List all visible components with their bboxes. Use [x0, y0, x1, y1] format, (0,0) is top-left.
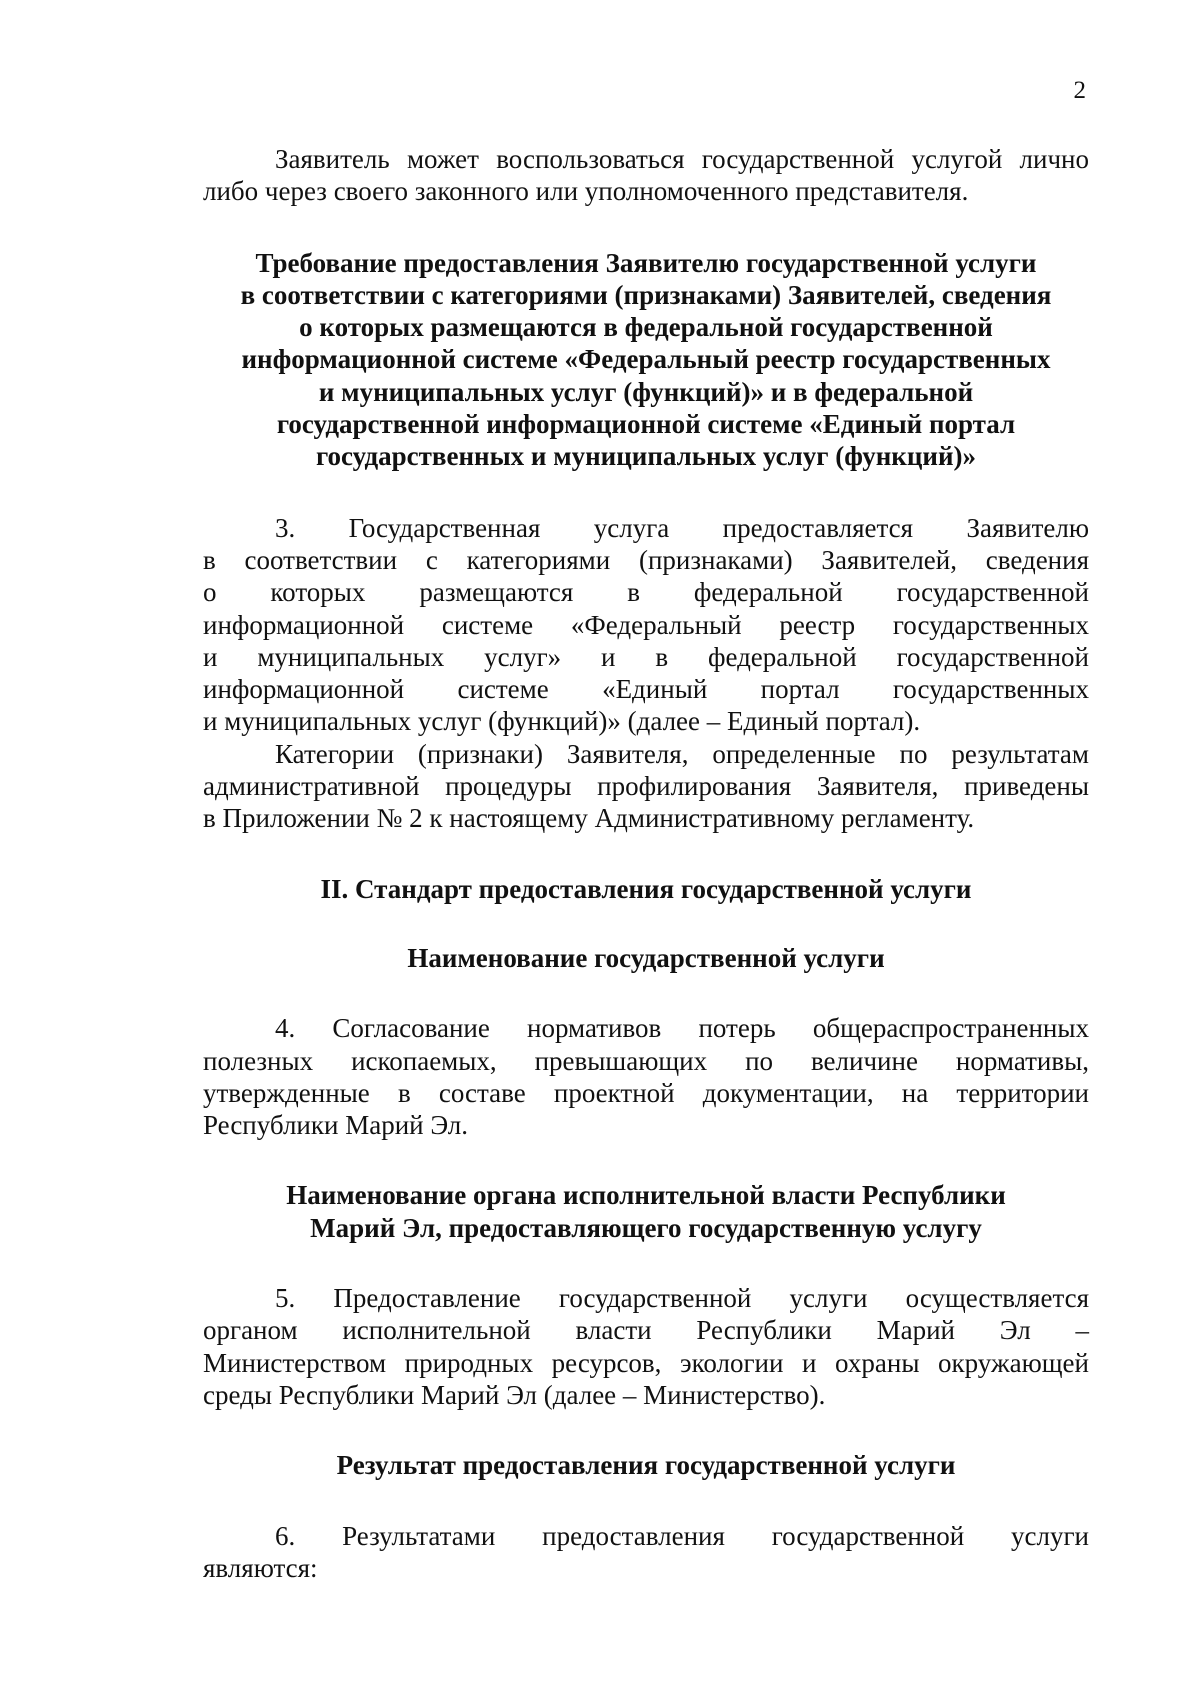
heading-line: о которых размещаются в федеральной государственной	[299, 312, 993, 343]
heading-authority	[203, 1179, 1089, 1244]
paragraph-line: являются:	[203, 1552, 318, 1583]
paragraph-line: Заявитель может воспользоваться государственной услугой лично	[275, 144, 1089, 174]
paragraph-line: информационной системе «Единый портал государственных	[203, 674, 1089, 705]
paragraph-6	[203, 1520, 1089, 1585]
paragraph-5	[203, 1282, 1089, 1411]
heading-result	[203, 1449, 1089, 1481]
page-number: 2	[1073, 77, 1086, 104]
heading-line: в соответствии с категориями (признаками) Заявителей, сведения	[240, 279, 1052, 310]
paragraph-line: утвержденные в составе проектной документации, на территории	[203, 1077, 1089, 1108]
heading-line: и муниципальных услуг (функций)» и в федеральной	[318, 376, 974, 407]
heading-line: II. Стандарт предоставления государственной услуги	[320, 873, 972, 904]
paragraph-line: 6. Результатами предоставления государственной услуги	[275, 1520, 1089, 1551]
paragraph-line: в соответствии с категориями (признаками) Заявителей, сведения	[203, 544, 1089, 575]
paragraph-3	[203, 512, 1089, 738]
paragraph-line: административной процедуры профилирования Заявителя, приведены	[203, 771, 1089, 802]
paragraph-line: информационной системе «Федеральный реестр государственных	[203, 609, 1089, 640]
paragraph-line: среды Республики Марий Эл (далее – Министерство).	[203, 1379, 826, 1410]
heading-requirement	[203, 247, 1089, 473]
heading-line: Наименование органа исполнительной власти Республики	[286, 1180, 1006, 1211]
paragraph-line: в Приложении № 2 к настоящему Административному регламенту.	[203, 803, 975, 834]
paragraph-4	[203, 1012, 1089, 1141]
heading-section-2	[203, 873, 1089, 905]
heading-line: Марий Эл, предоставляющего государственную услугу	[310, 1212, 982, 1243]
heading-line: информационной системе «Федеральный реестр государственных	[241, 344, 1051, 375]
document-body	[203, 143, 1089, 1584]
paragraph-line: 5. Предоставление государственной услуги осуществляется	[275, 1283, 1089, 1314]
paragraph-line: 4. Согласование нормативов потерь общераспространенных	[275, 1013, 1089, 1044]
paragraph-line: Категории (признаки) Заявителя, определенные по результатам	[275, 738, 1089, 769]
heading-line: государственных и муниципальных услуг (функций)»	[315, 441, 977, 472]
paragraph-categories	[203, 738, 1089, 835]
heading-line: Наименование государственной услуги	[407, 942, 885, 973]
paragraph-line: Министерством природных ресурсов, экологии и охраны окружающей	[203, 1347, 1089, 1378]
paragraph-line: Республики Марий Эл.	[203, 1110, 469, 1141]
paragraph-line: 3. Государственная услуга предоставляется Заявителю	[275, 512, 1089, 543]
paragraph-line: и муниципальных услуг (функций)» (далее – Единый портал).	[203, 706, 921, 737]
paragraph-line: либо через своего законного или уполномоченного представителя.	[203, 176, 969, 207]
paragraph-line: полезных ископаемых, превышающих по величине нормативы,	[203, 1045, 1089, 1076]
heading-line: государственной информационной системе «Единый портал	[276, 409, 1016, 440]
heading-line: Результат предоставления государственной услуги	[336, 1450, 956, 1481]
paragraph-line: о которых размещаются в федеральной государственной	[203, 577, 1089, 608]
paragraph-line: и муниципальных услуг» и в федеральной государственной	[203, 641, 1089, 672]
heading-service-name	[203, 942, 1089, 974]
paragraph-intro	[203, 143, 1089, 208]
heading-line: Требование предоставления Заявителю государственной услуги	[255, 247, 1037, 278]
paragraph-line: органом исполнительной власти Республики Марий Эл –	[203, 1315, 1089, 1346]
